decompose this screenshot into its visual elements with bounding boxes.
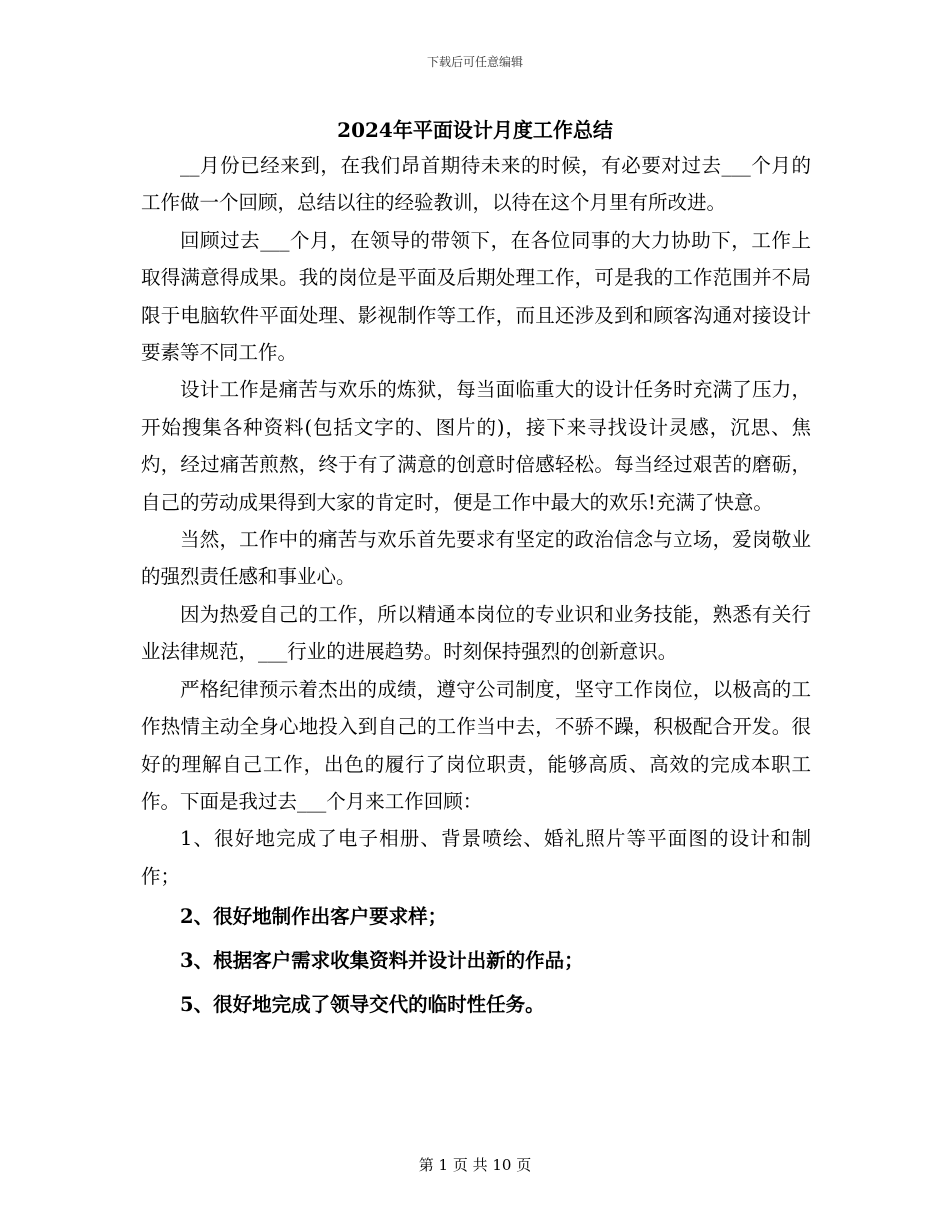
paragraph: 当然，工作中的痛苦与欢乐首先要求有坚定的政治信念与立场，爱岗敬业的强烈责任感和事业心。 bbox=[141, 528, 811, 589]
page-footer: 第 1 页 共 10 页 bbox=[418, 1156, 532, 1174]
bold-list-item: 2、很好地制作出客户要求样； bbox=[180, 905, 448, 929]
document-title: 2024年平面设计月度工作总结 bbox=[337, 118, 613, 142]
bold-list-item: 3、根据客户需求收集资料并设计出新的作品； bbox=[180, 949, 584, 973]
paragraph: 回顾过去___个月，在领导的带领下，在各位同事的大力协助下，工作上取得满意得成果。我的岗位是平面及后期处理工作，可是我的工作范围并不局限于电脑软件平面处理、影视制作等工作，而且还涉及到和顾客沟通对接设计要素等不同工作。 bbox=[141, 228, 811, 365]
paragraph: __月份已经来到，在我们昂首期待未来的时候，有必要对过去___个月的工作做一个回顾，总结以往的经验教训，以待在这个月里有所改进。 bbox=[141, 154, 811, 215]
document-body bbox=[141, 147, 811, 1027]
bold-list-item: 5、很好地完成了领导交代的临时性任务。 bbox=[180, 993, 545, 1017]
list-item: 1、很好地完成了电子相册、背景喷绘、婚礼照片等平面图的设计和制作； bbox=[141, 827, 811, 888]
paragraph: 设计工作是痛苦与欢乐的炼狱，每当面临重大的设计任务时充满了压力，开始搜集各种资料(包括文字的、图片的)，接下来寻找设计灵感，沉思、焦灼，经过痛苦煎熬，终于有了满意的创意时倍感轻松。每当经过艰苦的磨砺，自己的劳动成果得到大家的肯定时，便是工作中最大的欢乐!充满了快意。 bbox=[141, 378, 811, 514]
paragraph: 严格纪律预示着杰出的成绩，遵守公司制度，坚守工作岗位，以极高的工作热情主动全身心地投入到自己的工作当中去，不骄不躁，积极配合开发。很好的理解自己工作，出色的履行了岗位职责，能够高质、高效的完成本职工作。下面是我过去___个月来工作回顾： bbox=[141, 677, 811, 813]
paragraph: 因为热爱自己的工作，所以精通本岗位的专业识和业务技能，熟悉有关行业法律规范，___行业的进展趋势。时刻保持强烈的创新意识。 bbox=[141, 602, 811, 664]
header-note: 下载后可任意编辑 bbox=[426, 55, 523, 69]
